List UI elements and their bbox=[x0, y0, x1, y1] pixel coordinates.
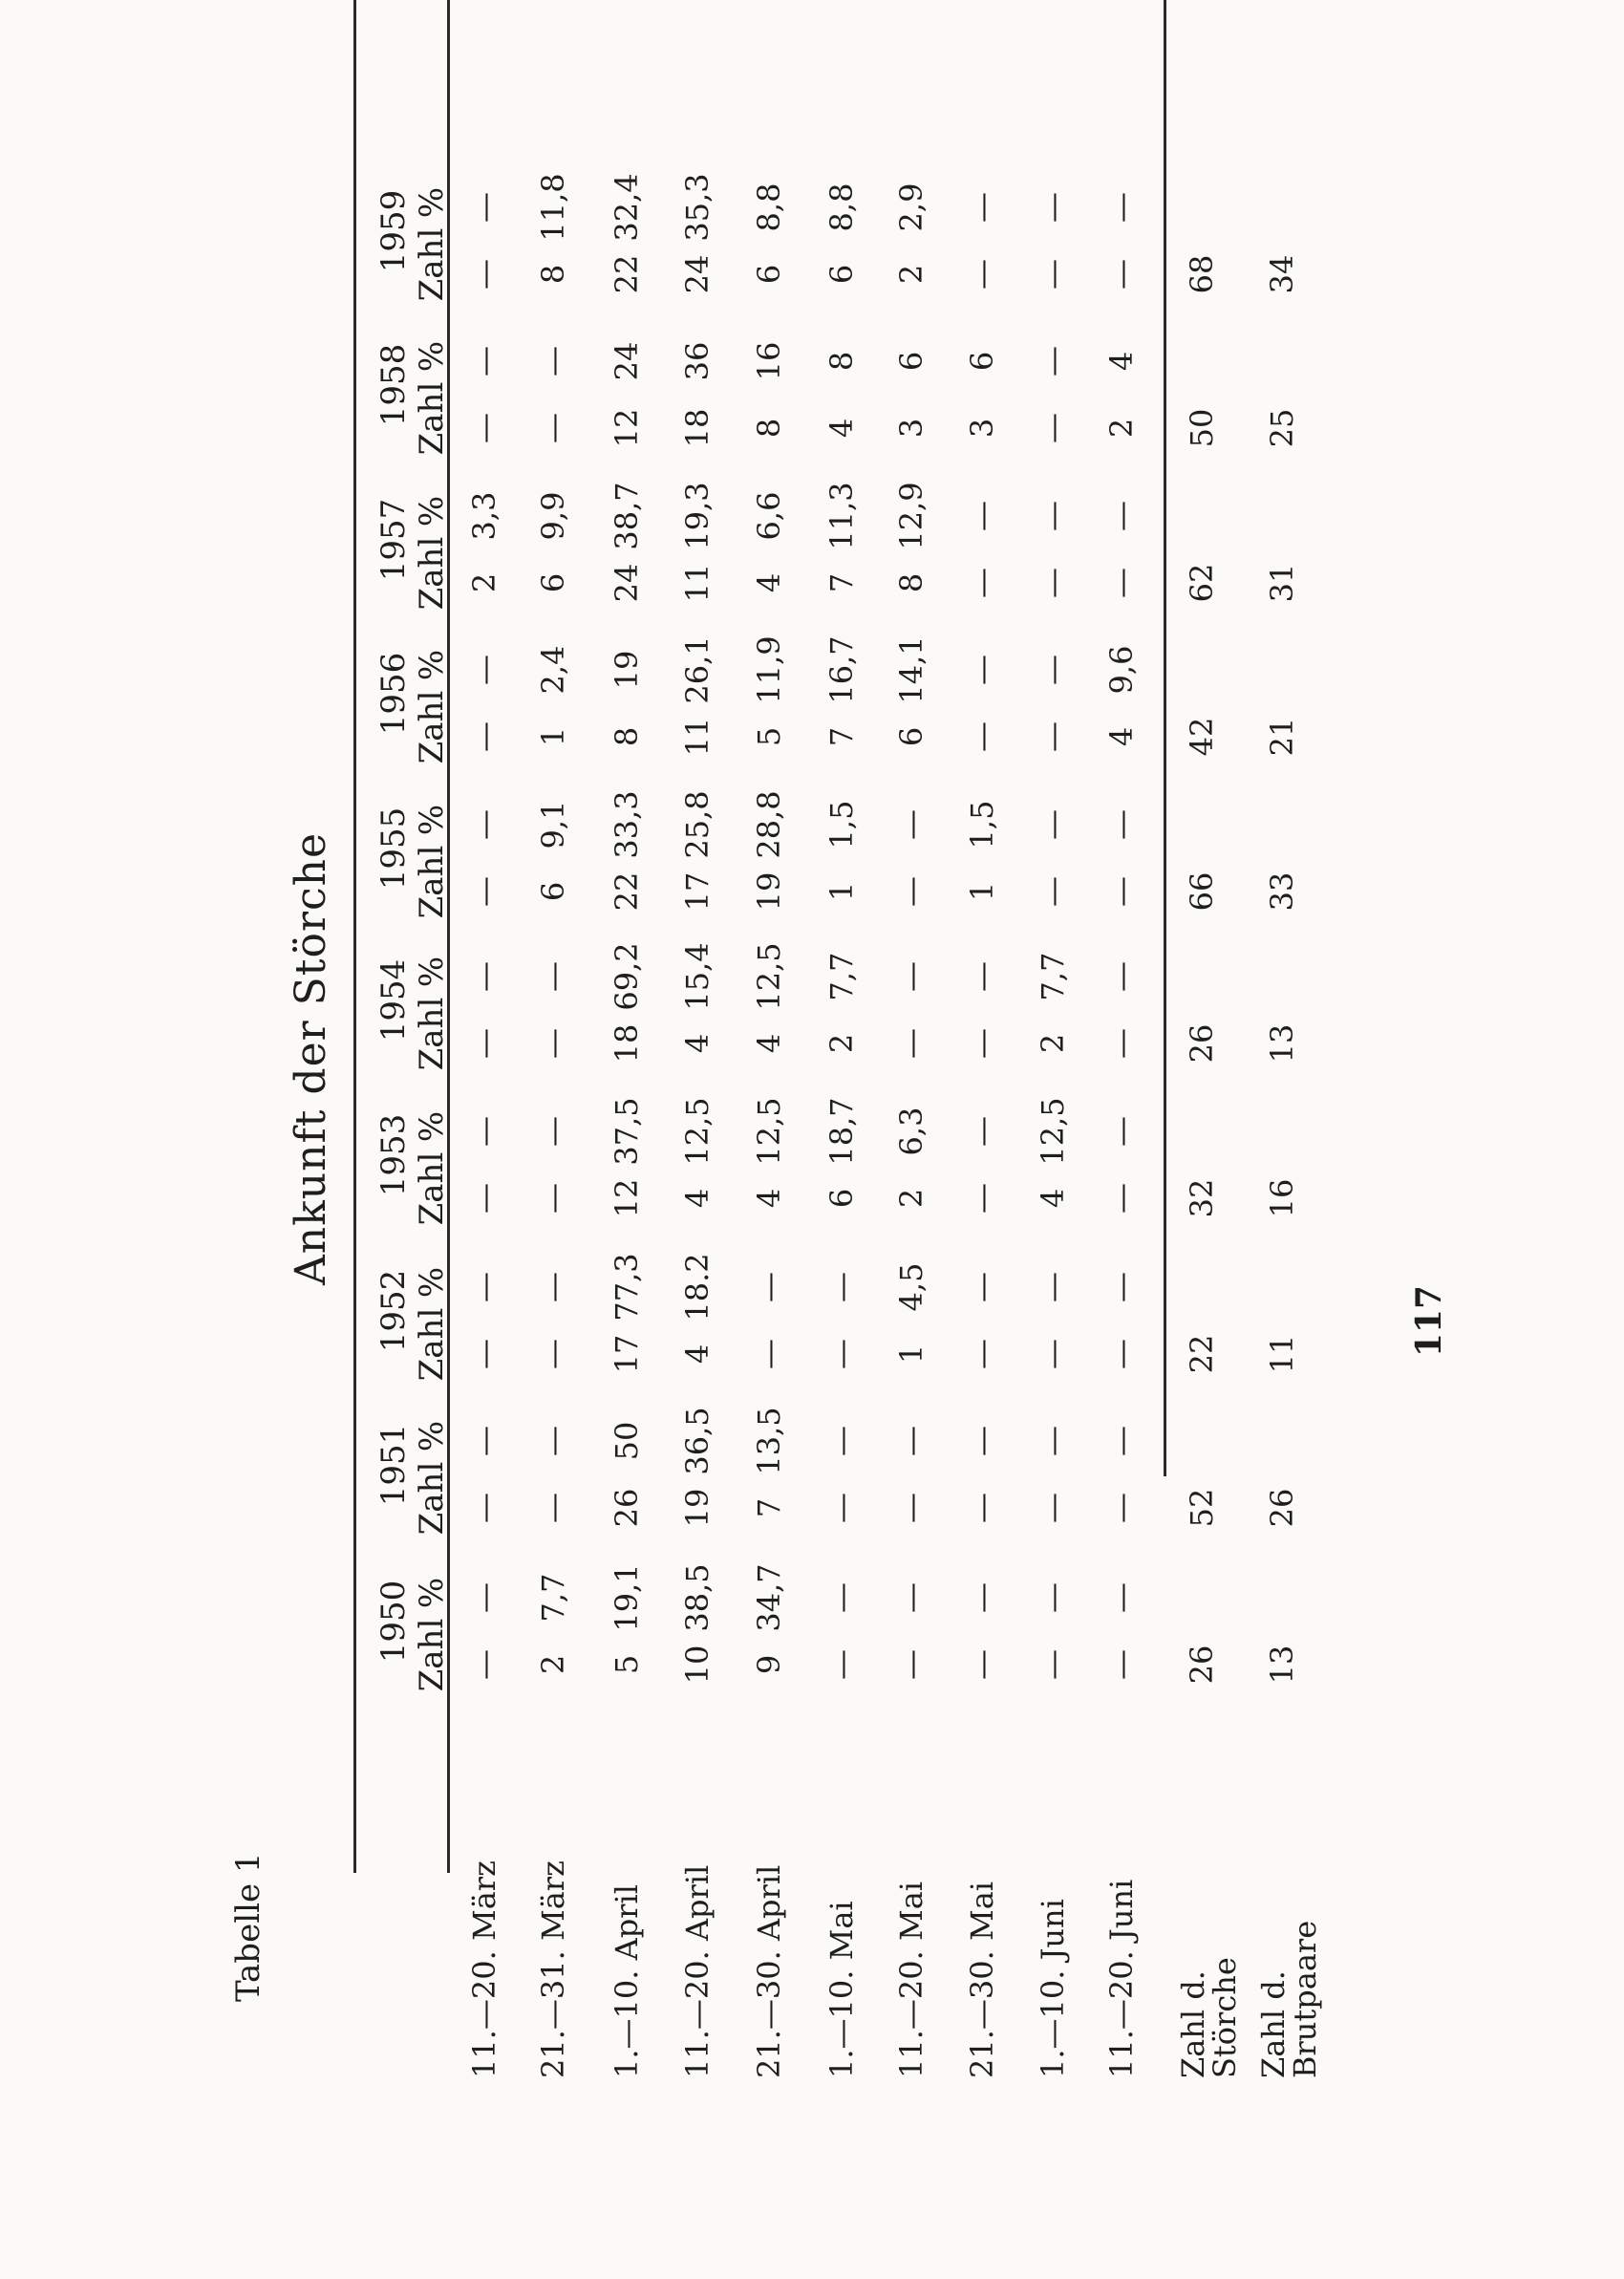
total-cell: 68 bbox=[1184, 254, 1220, 294]
count-cell: — bbox=[823, 1493, 860, 1523]
percent-header: % bbox=[413, 1110, 451, 1143]
count-cell: — bbox=[964, 1493, 1000, 1523]
percent-cell: — bbox=[964, 655, 1000, 685]
count-cell: 19 bbox=[751, 871, 787, 912]
percent-cell: 6,3 bbox=[893, 1107, 930, 1156]
percent-cell: 50 bbox=[609, 1421, 645, 1461]
percent-cell: — bbox=[893, 1426, 930, 1456]
percent-cell: — bbox=[1103, 961, 1140, 992]
row-label: 21.—30. Mai bbox=[964, 1881, 1000, 2078]
year-header: 1957 bbox=[374, 498, 413, 582]
total-cell: 11 bbox=[1264, 1334, 1300, 1374]
total-cell: 66 bbox=[1184, 871, 1220, 912]
percent-header: % bbox=[413, 1577, 451, 1609]
percent-cell: 11,8 bbox=[535, 173, 571, 242]
percent-cell: — bbox=[893, 809, 930, 840]
count-cell: 6 bbox=[823, 1188, 860, 1209]
count-cell: 4 bbox=[679, 1344, 716, 1365]
percent-cell: 2,9 bbox=[893, 183, 930, 232]
percent-cell: — bbox=[1103, 809, 1140, 840]
count-cell: 4 bbox=[751, 1033, 787, 1054]
percent-cell: 24 bbox=[609, 341, 645, 381]
count-cell: 2 bbox=[1103, 418, 1140, 439]
count-cell: — bbox=[964, 568, 1000, 598]
year-header: 1954 bbox=[374, 958, 413, 1043]
total-cell: 26 bbox=[1264, 1488, 1300, 1528]
percent-cell: 7,7 bbox=[823, 952, 860, 1001]
count-cell: 5 bbox=[609, 1654, 645, 1675]
percent-cell: — bbox=[964, 501, 1000, 531]
percent-cell: 12,5 bbox=[751, 1097, 787, 1166]
percent-cell: 7,7 bbox=[535, 1573, 571, 1623]
total-cell: 31 bbox=[1264, 563, 1300, 603]
arrival-table bbox=[0, 129, 1624, 2078]
totals-label-line: Brutpaare bbox=[1287, 1920, 1323, 2078]
count-cell: — bbox=[964, 721, 1000, 752]
percent-cell: — bbox=[1035, 501, 1071, 531]
count-cell: 12 bbox=[609, 1178, 645, 1218]
percent-cell: 6 bbox=[893, 351, 930, 372]
count-header: Zahl bbox=[413, 1151, 451, 1226]
totals-label-line: Zahl d. bbox=[1175, 1970, 1211, 2078]
percent-cell: — bbox=[466, 192, 502, 223]
percent-cell: — bbox=[964, 961, 1000, 992]
percent-header: % bbox=[413, 1420, 451, 1452]
count-cell: 17 bbox=[679, 871, 716, 912]
percent-header: % bbox=[413, 340, 451, 373]
row-label: 1.—10. Juni bbox=[1035, 1899, 1071, 2078]
percent-cell: — bbox=[466, 1582, 502, 1613]
count-cell: — bbox=[893, 1649, 930, 1680]
percent-cell: 8,8 bbox=[823, 183, 860, 232]
year-header: 1950 bbox=[374, 1580, 413, 1664]
percent-cell: — bbox=[1035, 346, 1071, 376]
count-cell: 6 bbox=[751, 264, 787, 285]
percent-cell: — bbox=[1103, 1116, 1140, 1147]
count-header: Zahl bbox=[413, 227, 451, 302]
row-label: 11.—20. April bbox=[679, 1864, 716, 2078]
percent-cell: — bbox=[1103, 192, 1140, 223]
count-cell: 8 bbox=[535, 264, 571, 285]
count-cell: — bbox=[1103, 876, 1140, 907]
count-cell: — bbox=[964, 1028, 1000, 1059]
percent-cell: 28,8 bbox=[751, 790, 787, 859]
percent-cell: — bbox=[535, 1116, 571, 1147]
total-cell: 22 bbox=[1184, 1334, 1220, 1374]
table-title: Ankunft der Störche bbox=[287, 832, 335, 1285]
percent-cell: 15,4 bbox=[679, 942, 716, 1011]
percent-cell: — bbox=[1103, 1272, 1140, 1302]
count-cell: — bbox=[823, 1339, 860, 1369]
count-cell: 19 bbox=[679, 1488, 716, 1528]
percent-header: % bbox=[413, 495, 451, 527]
percent-cell: 35,3 bbox=[679, 173, 716, 242]
count-header: Zahl bbox=[413, 1307, 451, 1382]
row-label: 1.—10. April bbox=[609, 1884, 645, 2078]
count-cell: — bbox=[535, 1028, 571, 1059]
percent-cell: — bbox=[964, 1582, 1000, 1613]
page-number: 117 bbox=[1409, 1285, 1449, 1358]
percent-cell: — bbox=[466, 809, 502, 840]
row-label: 1.—10. Mai bbox=[823, 1901, 860, 2078]
count-cell: — bbox=[964, 259, 1000, 290]
percent-cell: 6 bbox=[964, 351, 1000, 372]
percent-cell: 37,5 bbox=[609, 1097, 645, 1166]
percent-cell: — bbox=[1035, 1426, 1071, 1456]
count-cell: 3 bbox=[964, 418, 1000, 439]
count-cell: — bbox=[1103, 259, 1140, 290]
count-cell: 3 bbox=[893, 418, 930, 439]
count-cell: 6 bbox=[535, 881, 571, 902]
percent-cell: — bbox=[466, 961, 502, 992]
count-cell: — bbox=[535, 1183, 571, 1214]
count-header: Zahl bbox=[413, 381, 451, 456]
count-cell: — bbox=[1035, 876, 1071, 907]
count-cell: 11 bbox=[679, 717, 716, 757]
percent-cell: 33,3 bbox=[609, 790, 645, 859]
percent-cell: — bbox=[1103, 1426, 1140, 1456]
count-cell: 1 bbox=[964, 881, 1000, 902]
percent-cell: — bbox=[535, 961, 571, 992]
count-cell: 6 bbox=[893, 726, 930, 747]
count-cell: 6 bbox=[823, 264, 860, 285]
percent-cell: 13,5 bbox=[751, 1407, 787, 1475]
percent-cell: — bbox=[466, 1272, 502, 1302]
percent-cell: 9,1 bbox=[535, 800, 571, 849]
count-cell: 24 bbox=[609, 563, 645, 603]
totals-label-line: Störche bbox=[1207, 1957, 1243, 2078]
count-cell: 8 bbox=[893, 572, 930, 593]
total-cell: 25 bbox=[1264, 408, 1300, 448]
totals-label bbox=[1255, 1920, 1323, 2078]
percent-cell: — bbox=[893, 1582, 930, 1613]
percent-cell: 12,5 bbox=[679, 1097, 716, 1166]
percent-cell: 11,9 bbox=[751, 635, 787, 704]
total-cell: 21 bbox=[1264, 717, 1300, 757]
percent-cell: 19 bbox=[609, 650, 645, 690]
total-cell: 34 bbox=[1264, 254, 1300, 294]
total-cell: 62 bbox=[1184, 563, 1220, 603]
percent-cell: 8 bbox=[823, 351, 860, 372]
count-cell: 6 bbox=[535, 572, 571, 593]
percent-cell: 18.2 bbox=[679, 1253, 716, 1322]
count-cell: — bbox=[1103, 1339, 1140, 1369]
year-header: 1951 bbox=[374, 1423, 413, 1507]
year-header: 1956 bbox=[374, 652, 413, 736]
total-cell: 52 bbox=[1184, 1488, 1220, 1528]
percent-cell: — bbox=[1035, 1272, 1071, 1302]
count-cell: — bbox=[1103, 1649, 1140, 1680]
percent-cell: — bbox=[1035, 655, 1071, 685]
percent-cell: 12,5 bbox=[1035, 1097, 1071, 1166]
percent-cell: 2,4 bbox=[535, 645, 571, 695]
count-header: Zahl bbox=[413, 690, 451, 764]
year-header: 1955 bbox=[374, 806, 413, 891]
percent-cell: — bbox=[1103, 501, 1140, 531]
percent-cell: 38,7 bbox=[609, 482, 645, 550]
count-cell: 22 bbox=[609, 871, 645, 912]
count-cell: 1 bbox=[823, 881, 860, 902]
total-cell: 26 bbox=[1184, 1645, 1220, 1685]
count-cell: — bbox=[1035, 1339, 1071, 1369]
count-cell: 17 bbox=[609, 1334, 645, 1374]
count-cell: — bbox=[466, 259, 502, 290]
count-cell: 10 bbox=[679, 1645, 716, 1685]
count-cell: — bbox=[964, 1339, 1000, 1369]
total-cell: 50 bbox=[1184, 408, 1220, 448]
count-cell: — bbox=[893, 1028, 930, 1059]
percent-cell: — bbox=[964, 192, 1000, 223]
total-cell: 13 bbox=[1264, 1023, 1300, 1064]
count-header: Zahl bbox=[413, 1618, 451, 1692]
percent-cell: 12,5 bbox=[751, 942, 787, 1011]
percent-cell: — bbox=[1103, 1582, 1140, 1613]
percent-cell: — bbox=[964, 1272, 1000, 1302]
percent-cell: 19,1 bbox=[609, 1563, 645, 1632]
count-cell: 8 bbox=[609, 726, 645, 747]
count-cell: — bbox=[1035, 413, 1071, 443]
count-cell: — bbox=[1103, 1028, 1140, 1059]
count-cell: — bbox=[751, 1339, 787, 1369]
percent-cell: 36 bbox=[679, 341, 716, 381]
percent-cell: 7,7 bbox=[1035, 952, 1071, 1001]
percent-cell: 3,3 bbox=[466, 491, 502, 541]
percent-cell: 9,6 bbox=[1103, 645, 1140, 695]
count-cell: — bbox=[535, 413, 571, 443]
count-cell: 7 bbox=[751, 1497, 787, 1518]
year-header: 1958 bbox=[374, 343, 413, 427]
count-cell: 2 bbox=[823, 1033, 860, 1054]
count-cell: 2 bbox=[893, 264, 930, 285]
count-cell: 4 bbox=[1035, 1188, 1071, 1209]
count-cell: 4 bbox=[751, 572, 787, 593]
count-cell: 7 bbox=[823, 572, 860, 593]
percent-cell: 18,7 bbox=[823, 1097, 860, 1166]
percent-cell: — bbox=[535, 1272, 571, 1302]
percent-cell: 38,5 bbox=[679, 1563, 716, 1632]
row-label: 11.—20. Juni bbox=[1103, 1879, 1140, 2078]
percent-cell: — bbox=[466, 1116, 502, 1147]
count-cell: 18 bbox=[609, 1023, 645, 1064]
totals-label bbox=[1175, 1957, 1243, 2078]
count-cell: 4 bbox=[679, 1033, 716, 1054]
percent-cell: 69,2 bbox=[609, 942, 645, 1011]
percent-cell: — bbox=[1035, 192, 1071, 223]
totals-label-line: Zahl d. bbox=[1255, 1970, 1292, 2078]
percent-header: % bbox=[413, 649, 451, 681]
count-cell: 2 bbox=[1035, 1033, 1071, 1054]
count-cell: 18 bbox=[679, 408, 716, 448]
percent-cell: 9,9 bbox=[535, 491, 571, 541]
percent-cell: 4,5 bbox=[893, 1262, 930, 1312]
count-cell: 4 bbox=[823, 418, 860, 439]
year-header: 1959 bbox=[374, 189, 413, 273]
count-header: Zahl bbox=[413, 536, 451, 611]
count-cell: — bbox=[1035, 721, 1071, 752]
total-cell: 33 bbox=[1264, 871, 1300, 912]
percent-cell: 8,8 bbox=[751, 183, 787, 232]
count-cell: — bbox=[964, 1183, 1000, 1214]
percent-cell: 77,3 bbox=[609, 1253, 645, 1322]
count-cell: 4 bbox=[1103, 726, 1140, 747]
percent-cell: — bbox=[823, 1272, 860, 1302]
count-cell: 12 bbox=[609, 408, 645, 448]
percent-cell: 16,7 bbox=[823, 635, 860, 704]
count-cell: — bbox=[535, 1339, 571, 1369]
count-cell: 24 bbox=[679, 254, 716, 294]
percent-cell: — bbox=[535, 346, 571, 376]
count-cell: — bbox=[1103, 1183, 1140, 1214]
percent-cell: — bbox=[466, 1426, 502, 1456]
count-cell: — bbox=[466, 876, 502, 907]
percent-cell: 32,4 bbox=[609, 173, 645, 242]
percent-cell: 16 bbox=[751, 341, 787, 381]
count-cell: 7 bbox=[823, 726, 860, 747]
count-cell: 4 bbox=[751, 1188, 787, 1209]
count-cell: — bbox=[466, 1649, 502, 1680]
percent-cell: 25,8 bbox=[679, 790, 716, 859]
count-cell: — bbox=[466, 1183, 502, 1214]
percent-cell: 1,5 bbox=[823, 800, 860, 849]
count-cell: 1 bbox=[893, 1344, 930, 1365]
count-cell: 22 bbox=[609, 254, 645, 294]
percent-cell: 34,7 bbox=[751, 1563, 787, 1632]
total-cell: 16 bbox=[1264, 1178, 1300, 1218]
count-header: Zahl bbox=[413, 845, 451, 919]
year-header: 1953 bbox=[374, 1113, 413, 1197]
count-cell: — bbox=[964, 1649, 1000, 1680]
percent-cell: 26,1 bbox=[679, 635, 716, 704]
count-cell: 2 bbox=[466, 572, 502, 593]
count-cell: 1 bbox=[535, 726, 571, 747]
percent-cell: — bbox=[466, 346, 502, 376]
total-cell: 32 bbox=[1184, 1178, 1220, 1218]
count-cell: — bbox=[1103, 568, 1140, 598]
percent-cell: — bbox=[823, 1426, 860, 1456]
percent-cell: 36,5 bbox=[679, 1407, 716, 1475]
count-header: Zahl bbox=[413, 997, 451, 1071]
count-cell: 8 bbox=[751, 418, 787, 439]
percent-header: % bbox=[413, 1266, 451, 1299]
percent-cell: — bbox=[1035, 1582, 1071, 1613]
percent-cell: — bbox=[1035, 809, 1071, 840]
count-cell: — bbox=[535, 1493, 571, 1523]
total-cell: 26 bbox=[1184, 1023, 1220, 1064]
percent-header: % bbox=[413, 186, 451, 219]
percent-cell: 1,5 bbox=[964, 800, 1000, 849]
total-cell: 13 bbox=[1264, 1645, 1300, 1685]
percent-cell: — bbox=[751, 1272, 787, 1302]
count-cell: — bbox=[1103, 1493, 1140, 1523]
percent-cell: 12,9 bbox=[893, 482, 930, 550]
percent-cell: 6,6 bbox=[751, 491, 787, 541]
percent-cell: — bbox=[823, 1582, 860, 1613]
count-cell: 9 bbox=[751, 1654, 787, 1675]
count-cell: 26 bbox=[609, 1488, 645, 1528]
count-cell: 5 bbox=[751, 726, 787, 747]
percent-cell: 14,1 bbox=[893, 635, 930, 704]
count-cell: — bbox=[893, 1493, 930, 1523]
percent-header: % bbox=[413, 956, 451, 988]
count-cell: — bbox=[466, 1339, 502, 1369]
count-header: Zahl bbox=[413, 1461, 451, 1536]
percent-header: % bbox=[413, 804, 451, 836]
table-label: Tabelle 1 bbox=[229, 1852, 267, 2002]
percent-cell: 11,3 bbox=[823, 482, 860, 550]
count-cell: 4 bbox=[679, 1188, 716, 1209]
percent-cell: — bbox=[964, 1116, 1000, 1147]
percent-cell: — bbox=[893, 961, 930, 992]
count-cell: — bbox=[466, 1028, 502, 1059]
percent-cell: 4 bbox=[1103, 351, 1140, 372]
count-cell: 2 bbox=[893, 1188, 930, 1209]
percent-cell: — bbox=[964, 1426, 1000, 1456]
count-cell: — bbox=[893, 876, 930, 907]
percent-cell: — bbox=[535, 1426, 571, 1456]
count-cell: — bbox=[823, 1649, 860, 1680]
row-label: 11.—20. März bbox=[466, 1860, 502, 2078]
count-cell: 11 bbox=[679, 563, 716, 603]
percent-cell: 19,3 bbox=[679, 482, 716, 550]
row-label: 21.—31. März bbox=[535, 1860, 571, 2078]
row-label: 21.—30. April bbox=[751, 1864, 787, 2078]
count-cell: — bbox=[1035, 259, 1071, 290]
total-cell: 42 bbox=[1184, 717, 1220, 757]
count-cell: — bbox=[466, 1493, 502, 1523]
count-cell: — bbox=[1035, 1493, 1071, 1523]
percent-cell: — bbox=[466, 655, 502, 685]
count-cell: — bbox=[466, 721, 502, 752]
count-cell: 2 bbox=[535, 1654, 571, 1675]
count-cell: — bbox=[1035, 1649, 1071, 1680]
year-header: 1952 bbox=[374, 1269, 413, 1353]
count-cell: — bbox=[1035, 568, 1071, 598]
row-label: 11.—20. Mai bbox=[893, 1881, 930, 2078]
count-cell: — bbox=[466, 413, 502, 443]
